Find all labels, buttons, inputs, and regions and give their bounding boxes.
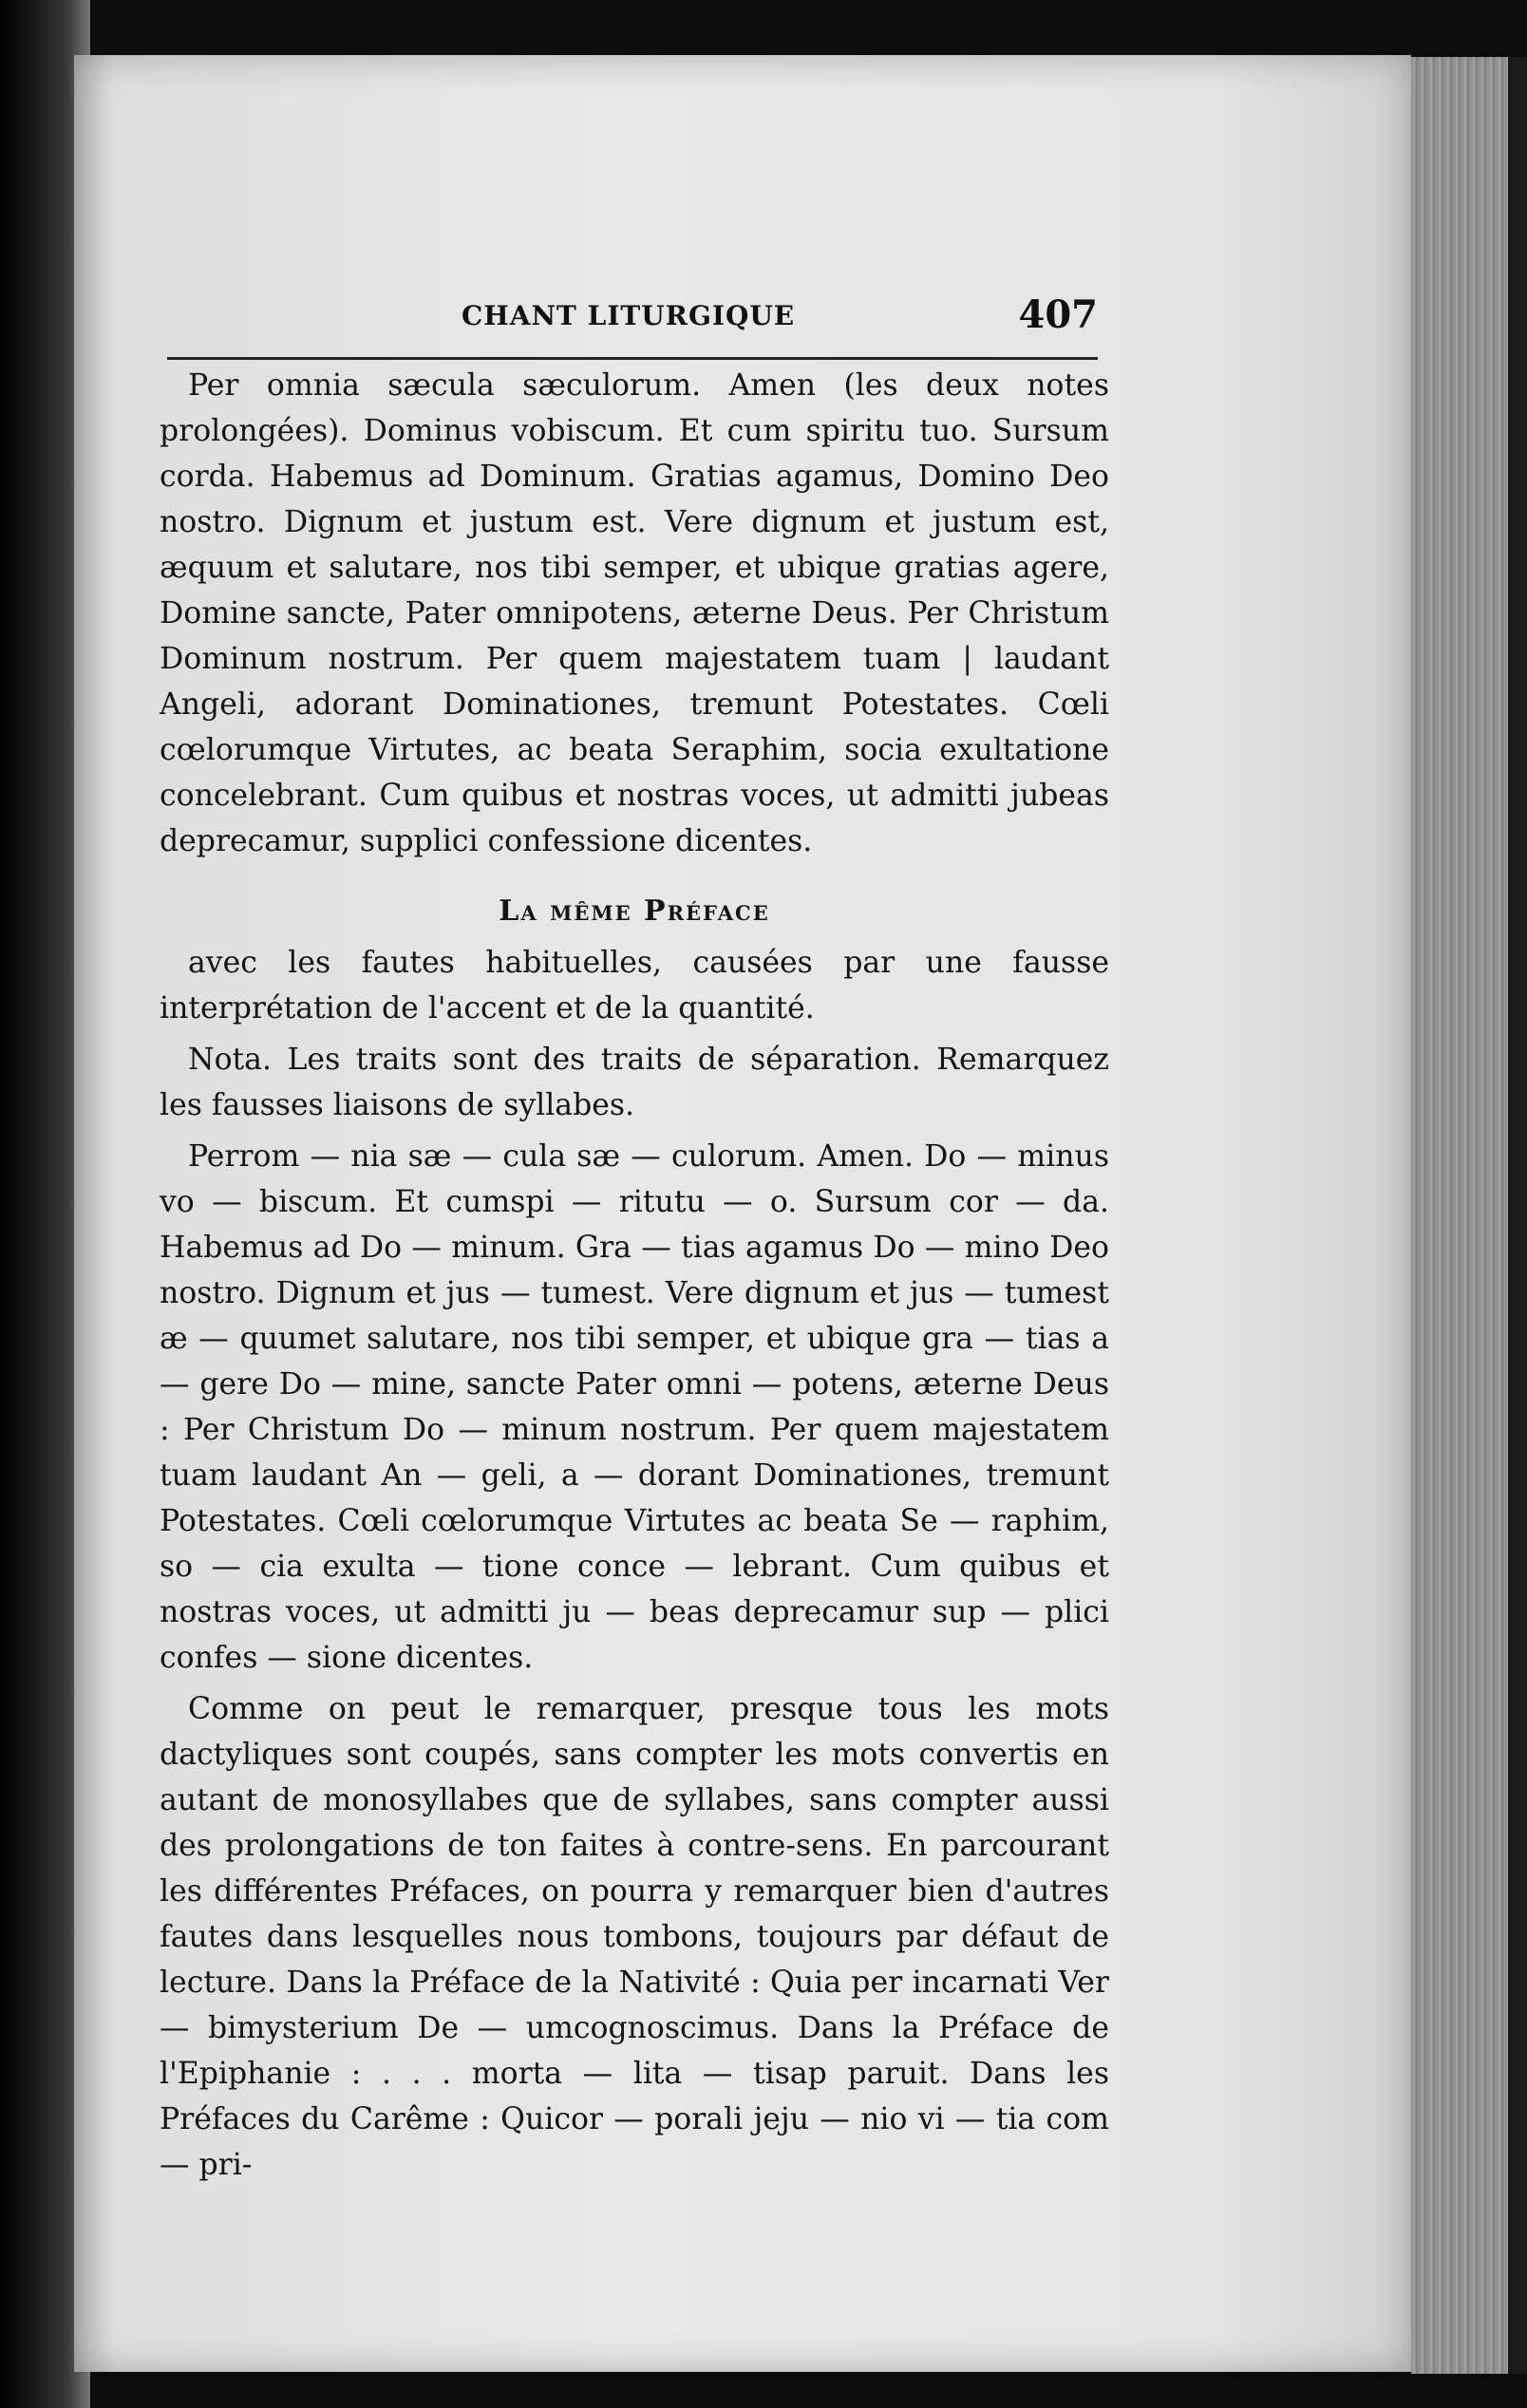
paragraph: Per omnia sæcula sæculorum. Amen (les deux notes prolongées). Dominus vobiscum. Et cum spiritu tuo. Sursum corda. Habemus ad Dominum. Gratias agamus, Domino Deo nostro. Dignum et justum est. Vere dignum et justum est, æquum et salutare, nos tibi semper, et ubique gratias agere, Domine sancte, Pater omnipotens, æterne Deus. Per Christum Dominum nostrum. Per quem majestatem tuam | laudant Angeli, adorant Dominationes, tremunt Potestates. Cœli cœlorumque Virtutes, ac beata Seraphim, socia exultatione concelebrant. Cum quibus et nostras voces, ut admitti jubeas deprecamur, supplici confessione dicentes. [160, 368, 1109, 858]
paragraph: Nota. Les traits sont des traits de séparation. Remarquez les fausses liaisons de syllabes. [160, 1043, 1109, 1122]
running-head [167, 292, 1117, 349]
paragraph: Perrom — nia sæ — cula sæ — culorum. Amen. Do — minus vo — biscum. Et cumspi — ritutu — o. Sursum cor — da. Habemus ad Do — minum. Gra — tias agamus Do — mino Deo nostro. Dignum et jus — tumest. Vere dignum et jus — tumest æ — quumet salutare, nos tibi semper, et ubique gra — tias a — gere Do — mine, sancte Pater omni — potens, æterne Deus : Per Christum Do — minum nostrum. Per quem majestatem tuam laudant An — geli, a — dorant Dominationes, tremunt Potestates. Cœli cœlorumque Virtutes ac beata Se — raphim, so — cia exulta — tione conce — lebrant. Cum quibus et nostras voces, ut admitti ju — beas deprecamur sup — plici confes — sione dicentes. [160, 1139, 1109, 1675]
section-title: La même Préface [499, 894, 770, 928]
paragraph: Comme on peut le remarquer, presque tous les mots dactyliques sont coupés, sans compter les mots convertis en autant de monosyllabes que de syllabes, sans compter aussi des prolongations de ton faites à contre-sens. En parcourant les différentes Préfaces, on pourra y remarquer bien d'autres fautes dans lesquelles nous tombons, toujours par défaut de lecture. Dans la Préface de la Nativité : Quia per incarnati Ver — bimysterium De — umcognoscimus. Dans la Préface de l'Epiphanie : . . . morta — lita — tisap paruit. Dans les Préfaces du Carême : Quicor — porali jeju — nio vi — tia com — pri- [160, 1692, 1109, 2182]
body-text [160, 363, 1109, 2188]
header-rule [167, 357, 1098, 360]
paragraph: avec les fautes habituelles, causées par une fausse interprétation de l'accent et de la quantité. [160, 946, 1109, 1025]
running-head-title: CHANT LITURGIQUE [462, 300, 796, 331]
page-edges [1411, 57, 1527, 2374]
page-number: 407 [1018, 292, 1098, 337]
